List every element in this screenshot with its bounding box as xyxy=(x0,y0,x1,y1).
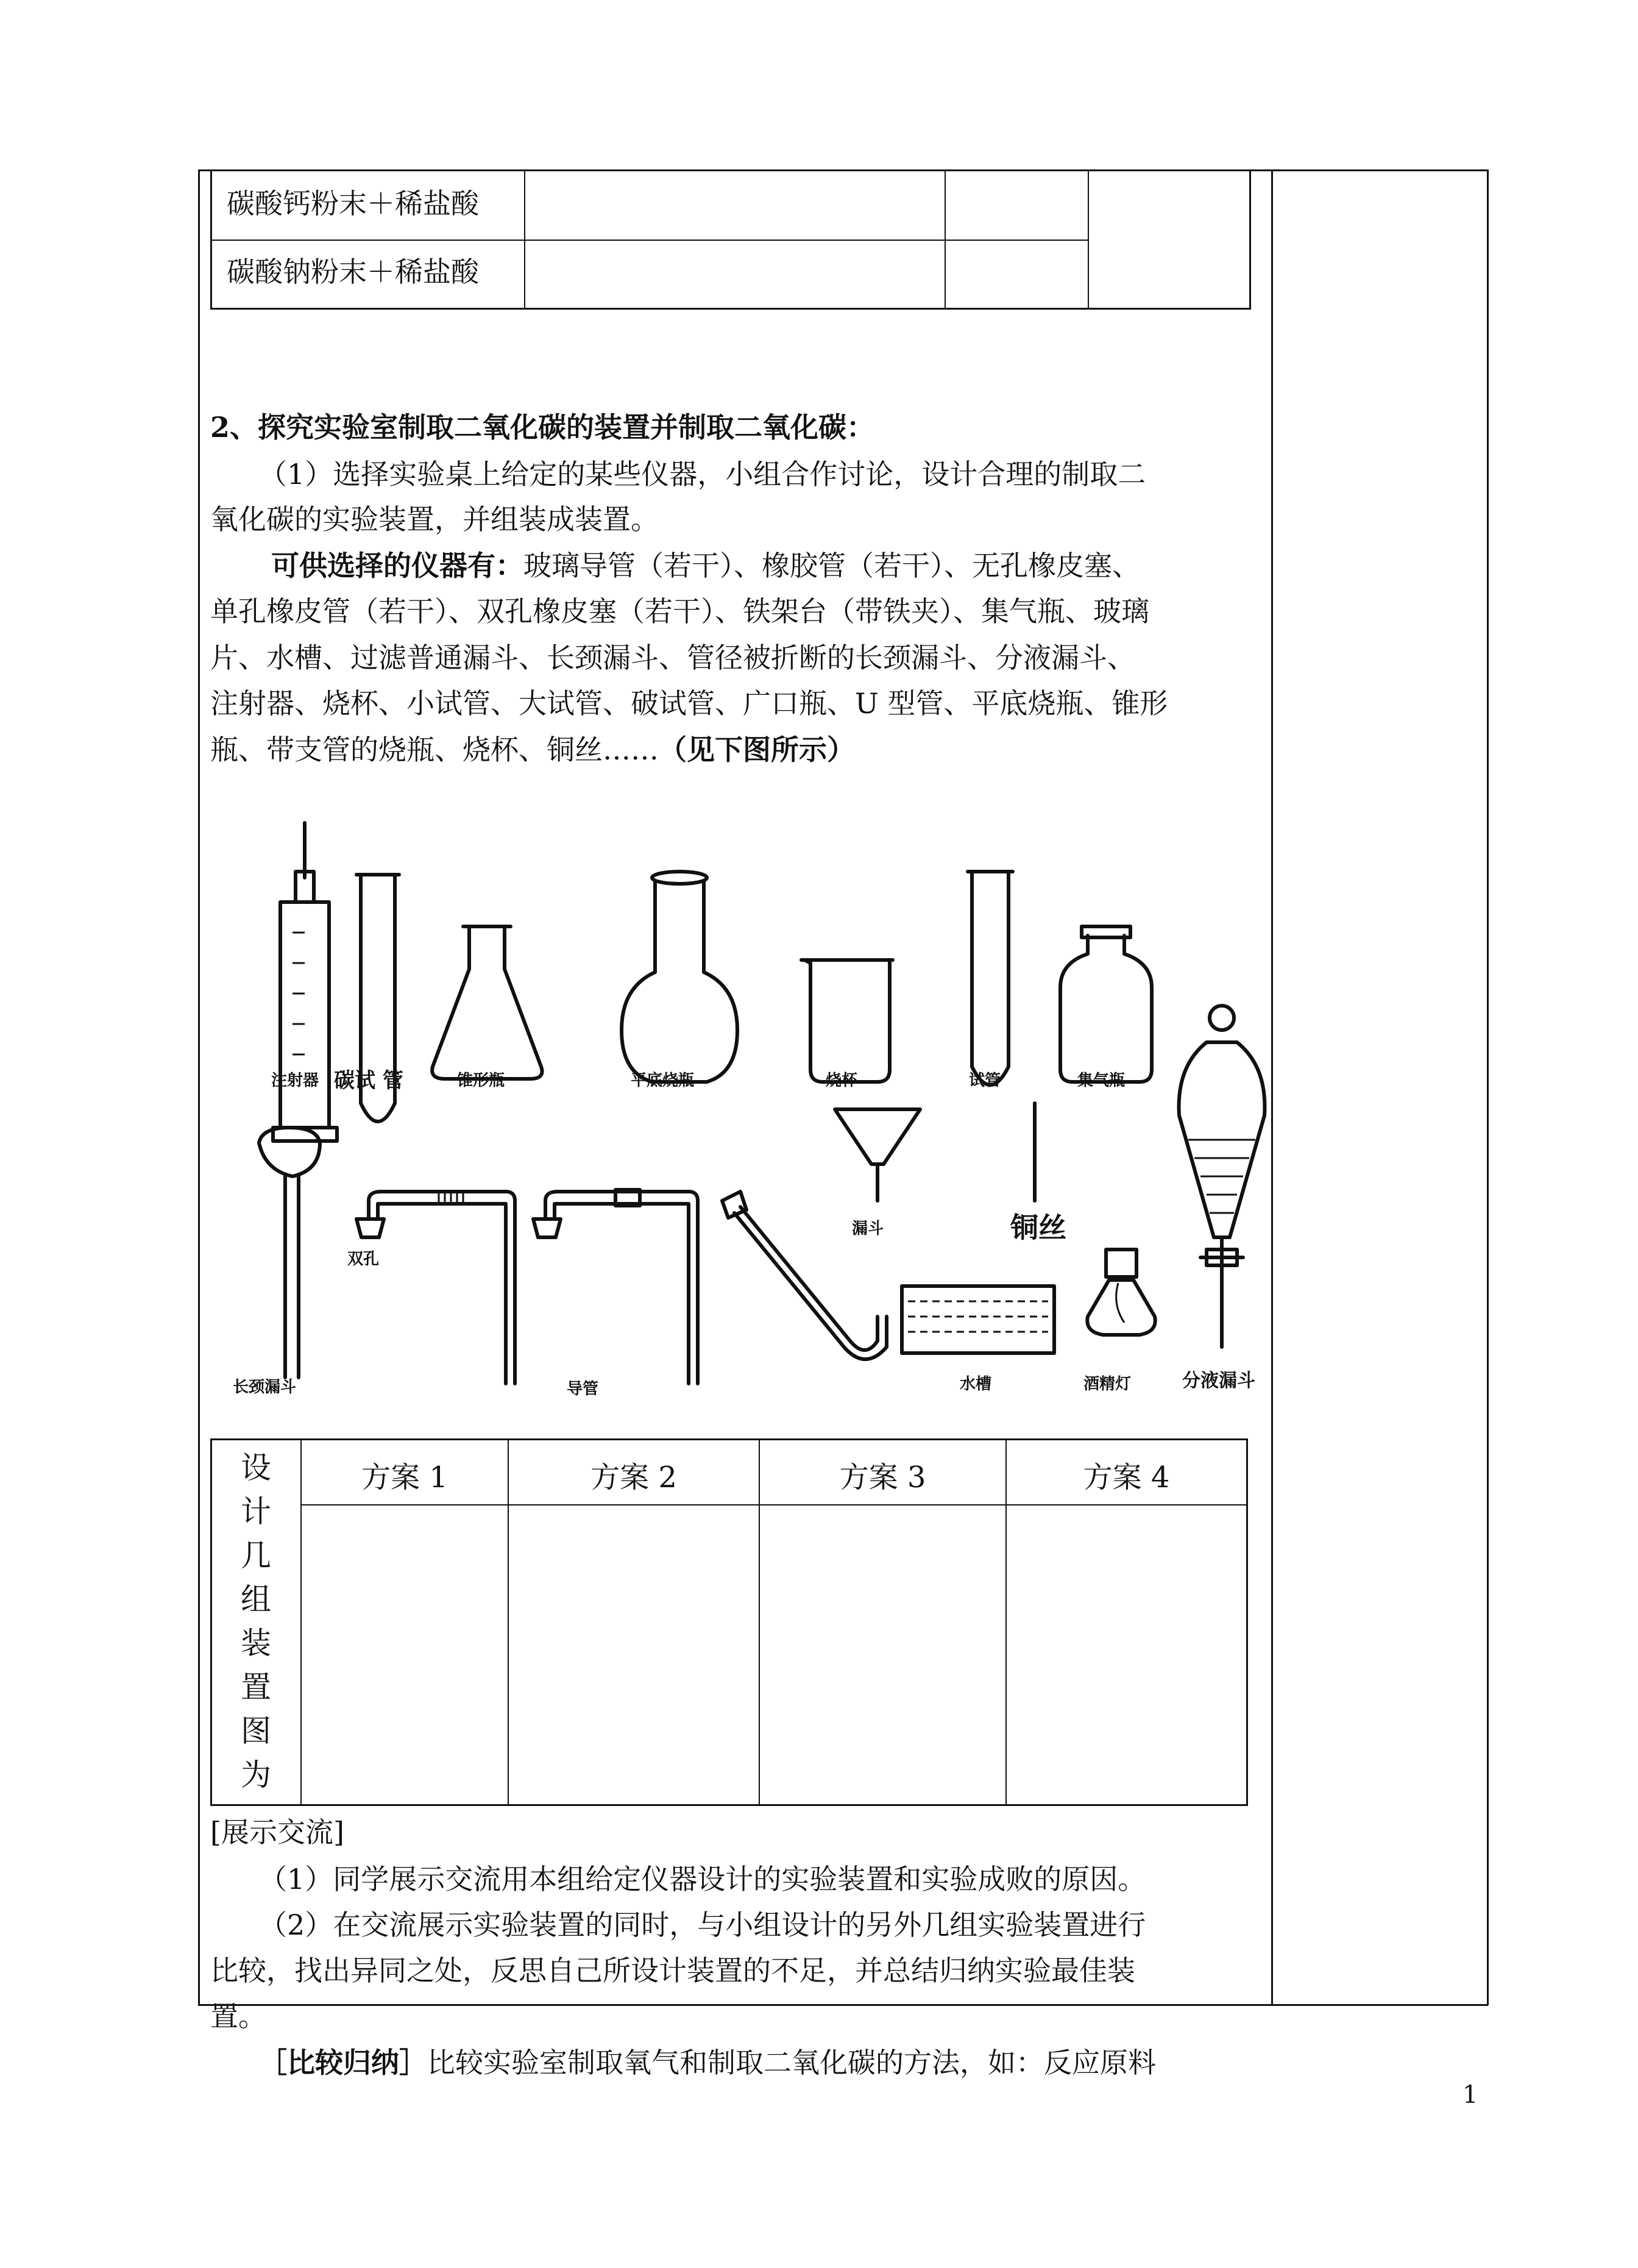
design-side-char-7: 图 xyxy=(241,1713,271,1749)
top-table-row-1-label: 碳酸钙粉末＋稀盐酸 xyxy=(227,187,479,220)
design-cell-plan-3[interactable] xyxy=(760,1505,1005,1804)
compare-title: ［比较归纳］ xyxy=(259,2046,427,2079)
section-2-p2-line1 xyxy=(271,544,1140,589)
design-cell-plan-2[interactable] xyxy=(509,1505,759,1804)
design-side-char-8: 为 xyxy=(241,1757,271,1793)
section-2-p2-line2: 单孔橡皮管（若干）、双孔橡皮塞（若干）、铁架台（带铁夹）、集气瓶、玻璃 xyxy=(210,595,1149,628)
instrument-list-lead: 可供选择的仪器有： xyxy=(271,549,523,582)
exchange-title: [展示交流] xyxy=(210,1816,344,1849)
label-flat-flask: 平底烧瓶 xyxy=(631,1072,695,1090)
alcohol-lamp-icon xyxy=(1087,1250,1155,1335)
water-trough-icon xyxy=(902,1286,1054,1353)
label-beaker: 烧杯 xyxy=(826,1072,858,1090)
outer-left-border xyxy=(198,169,200,2005)
section-2-p1-line2: 氧化碳的实验装置，并组装成装置。 xyxy=(210,503,659,536)
design-cell-plan-1[interactable] xyxy=(302,1505,508,1804)
beaker-icon xyxy=(801,960,893,1082)
separatory-funnel-icon xyxy=(1179,1006,1265,1347)
outer-bottom-border xyxy=(198,2004,1488,2006)
label-conical-flask: 锥形瓶 xyxy=(457,1072,505,1090)
design-cell-plan-4[interactable] xyxy=(1007,1505,1246,1804)
outer-top-border xyxy=(198,169,1488,171)
design-side-char-6: 置 xyxy=(241,1669,271,1705)
design-side-char-2: 计 xyxy=(241,1494,271,1529)
design-side-char-1: 设 xyxy=(241,1450,271,1485)
page-number: 1 xyxy=(1462,2081,1478,2109)
test-tube-icon xyxy=(968,872,1013,1085)
section-2-p2-line3: 片、水槽、过滤普通漏斗、长颈漏斗、管径被折断的长颈漏斗、分液漏斗、 xyxy=(210,641,1135,674)
syringe-icon xyxy=(273,823,337,1141)
exchange-line-1: （1）同学展示交流用本组给定仪器设计的实验装置和实验成败的原因。 xyxy=(259,1863,1146,1896)
section-2-p2-line5: 瓶、带支管的烧瓶、烧杯、铜丝……（见下图所示） xyxy=(210,733,855,766)
exchange-line-3: 比较，找出异同之处，反思自己所设计装置的不足，并总结归纳实验最佳装 xyxy=(210,1954,1135,1987)
conical-flask-icon xyxy=(432,926,542,1079)
compare-text: 比较实验室制取氧气和制取二氧化碳的方法，如：反应原料 xyxy=(427,2046,1156,2079)
label-separatory-funnel: 分液漏斗 xyxy=(1182,1370,1255,1392)
label-copper-wire: 铜丝 xyxy=(1010,1211,1066,1244)
long-necked-funnel-icon xyxy=(259,1128,320,1378)
design-side-char-5: 装 xyxy=(241,1626,271,1661)
label-test-tube: 试管 xyxy=(969,1072,1001,1090)
flat-bottom-flask-icon xyxy=(622,872,737,1082)
label-long-necked-funnel: 长颈漏斗 xyxy=(233,1378,297,1396)
design-side-char-4: 组 xyxy=(241,1582,271,1617)
design-header-plan-3: 方案 3 xyxy=(839,1460,926,1495)
label-syringe: 注射器 xyxy=(271,1072,319,1090)
double-hole-stopper-tube-icon xyxy=(356,1192,515,1384)
top-table-row-2-label: 碳酸钠粉末＋稀盐酸 xyxy=(227,255,479,288)
compare-line xyxy=(259,2041,1156,2086)
design-header-plan-1: 方案 1 xyxy=(361,1460,448,1495)
label-small-test-tube: 碳试 管 xyxy=(334,1068,403,1093)
design-header-plan-4: 方案 4 xyxy=(1083,1460,1170,1495)
label-double-hole: 双孔 xyxy=(347,1250,380,1268)
label-tube: 导管 xyxy=(567,1380,599,1398)
label-funnel: 漏斗 xyxy=(852,1220,884,1238)
funnel-icon xyxy=(835,1109,920,1201)
section-2-heading: 2、探究实验室制取二氧化碳的装置并制取二氧化碳： xyxy=(210,411,875,444)
outer-right-border xyxy=(1487,169,1489,2005)
exchange-line-2: （2）在交流展示实验装置的同时，与小组设计的另外几组实验装置进行 xyxy=(259,1908,1146,1941)
single-hole-stopper-tube-icon xyxy=(533,1190,698,1384)
exchange-line-4: 置。 xyxy=(210,2000,266,2033)
section-2-p1-line1: （1）选择实验桌上给定的某些仪器，小组合作讨论，设计合理的制取二 xyxy=(259,458,1146,491)
label-gas-jar: 集气瓶 xyxy=(1077,1072,1126,1090)
label-water-trough: 水槽 xyxy=(960,1375,992,1393)
label-alcohol-lamp: 酒精灯 xyxy=(1083,1375,1132,1393)
see-figure-note: （见下图所示） xyxy=(659,733,855,766)
gas-jar-icon xyxy=(1060,926,1152,1082)
apparatus-figure xyxy=(201,811,1274,1408)
design-header-plan-2: 方案 2 xyxy=(590,1460,677,1495)
section-2-p2-line4: 注射器、烧杯、小试管、大试管、破试管、广口瓶、U 型管、平底烧瓶、锥形 xyxy=(210,687,1168,720)
instrument-list-line1: 玻璃导管（若干）、橡胶管（若干）、无孔橡皮塞、 xyxy=(523,549,1140,582)
design-side-char-3: 几 xyxy=(241,1538,271,1573)
